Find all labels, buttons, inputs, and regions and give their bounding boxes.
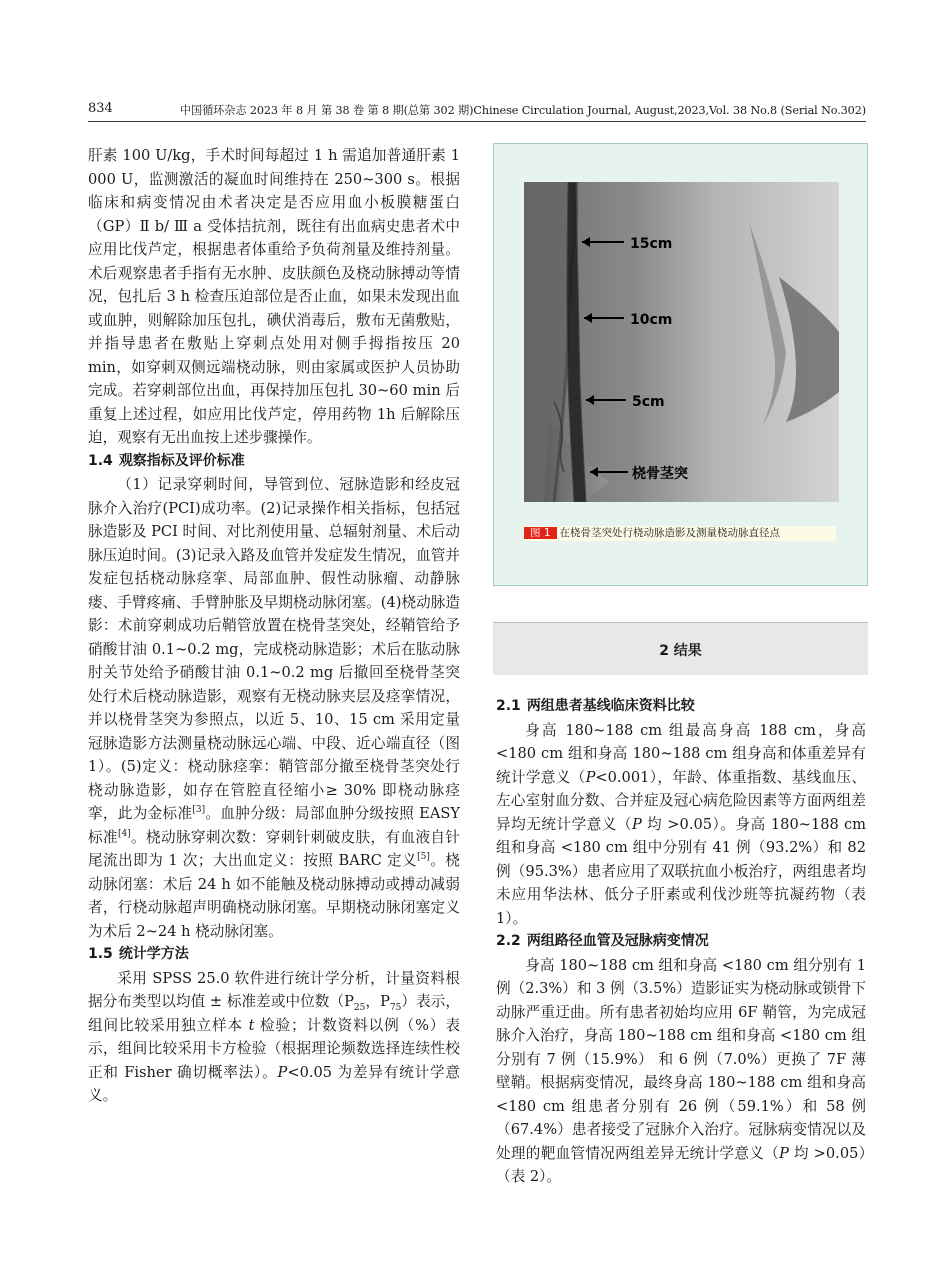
results-section-banner: [493, 622, 868, 675]
journal-running-head: 中国循环杂志 2023 年 8 月 第 38 卷 第 8 期(总第 302 期)Chinese Circulation Journal, August,2023,Vol. 38 No.8 (Serial No.302): [179, 104, 866, 117]
section-number: 2.2: [496, 933, 521, 949]
label-5cm: 5cm: [632, 394, 665, 410]
text-run: <0.05 为差异有统计学意义。: [88, 1063, 460, 1104]
citation: [3]: [192, 805, 206, 816]
section-number: 1.4: [88, 452, 113, 469]
body-paragraph: [88, 967, 460, 1108]
text-run: 。桡动脉穿刺次数：穿刺针刺破皮肤，有血液自针尾流出即为 1 次；大出血定义：按照 BARC 定义: [88, 828, 460, 869]
text-run: 检验；计数资料以例（%）表示，组间比较采用卡方检验（根据理论频数选择连续性校正和 Fisher 确切概率法）。: [88, 1016, 460, 1081]
section-title: 观察指标及评价标准: [118, 452, 245, 469]
section-heading: [88, 450, 460, 474]
text-run: <0.001），年龄、体重指数、基线血压、左心室射血分数、合并症及冠心病危险因素等方面两组差异均无统计学意义（: [496, 768, 866, 833]
section-number: 1.5: [88, 946, 113, 962]
text-run: 。血肿分级：局部血肿分级按照 EASY 标准: [88, 805, 460, 846]
angiography-image: [524, 182, 839, 502]
running-header: [88, 101, 866, 122]
figure-caption-text: 在桡骨茎突处行桡动脉造影及测量桡动脉直径点: [559, 527, 781, 539]
text-run: 身高 180~188 cm 组最高身高 188 cm，身高 <180 cm 组和身高 180~188 cm 组身高和体重差异有统计学意义（: [496, 721, 866, 786]
citation: [5]: [417, 852, 430, 863]
section-title: 统计学方法: [118, 946, 189, 962]
text-run: 均 >0.05）。身高 180~188 cm 组和身高 <180 cm 组中分别有 41 例（93.2%）和 82 例（95.3%）患者应用了双联抗血小板治疗，两组患者均未应用华法林、低分子肝素或利伐沙班等抗凝药物（表 1）。: [496, 815, 866, 927]
italic-symbol: P: [632, 815, 642, 833]
body-paragraph: [88, 473, 460, 943]
label-10cm: 10cm: [630, 312, 673, 328]
figure-caption: [524, 526, 836, 541]
text-run: ，P: [365, 993, 390, 1010]
text-run: （1）记录穿刺时间，导管到位、冠脉造影和经皮冠脉介入治疗(PCI)成功率。(2)记录操作相关指标，包括冠脉造影及 PCI 时间、对比剂使用量、总辐射剂量、术后动脉压迫时间。(3)记录入路及血管并发症发生情况，血管并发症包括桡动脉痉挛、局部血肿、假性动脉瘤、动静脉瘘、手臂疼痛、手臂肿胀及早期桡动脉闭塞。(4)桡动脉造影：术前穿刺成功后鞘管放置在桡骨茎突处，经鞘管给予硝酸甘油 0.1~0.2 mg，完成桡动脉造影；术后在肱动脉肘关节处给予硝酸甘油 0.1~0.2 mg 后撤回至桡骨茎突处行术后桡动脉造影，观察有无桡动脉夹层及痉挛情况，并以桡骨茎突为参照点，以近 5、10、15 cm 采用定量冠脉造影方法测量桡动脉远心端、中段、近心端直径（图 1）。(5)定义：桡动脉痉挛：鞘管部分撤至桡骨茎突处行桡动脉造影，如存在管腔直径缩小≥ 30% 即桡动脉痉挛，此为金标准: [88, 476, 460, 822]
label-15cm: 15cm: [630, 236, 673, 252]
results-title: 2 结果: [659, 643, 702, 659]
italic-symbol: P: [779, 1144, 789, 1162]
text-run: 均 >0.05）（表 2）。: [496, 1144, 866, 1185]
subscript: 75: [389, 1002, 402, 1013]
left-column: [88, 144, 460, 1108]
text-run: 身高 180~188 cm 组和身高 <180 cm 组分别有 1 例（2.3%）和 3 例（3.5%）造影证实为桡动脉或锁骨下动脉严重迂曲。所有患者初始均应用 6F 鞘管，为完成冠脉介入治疗，身高 180~188 cm 组和身高 <180 cm 组分别有 7 例（15.9%） 和 6 例（7.0%）更换了 7F 薄壁鞘。根据病变情况，最终身高 180~188 cm 组和身高 <180 cm 组患者分别有 26 例（59.1%）和 58 例（67.4%）患者接受了冠脉介入治疗。冠脉病变情况以及处理的靶血管情况两组差异无统计学意义（: [496, 956, 866, 1162]
label-radial-styloid: 桡骨茎突: [632, 466, 688, 482]
section-title: 两组路径血管及冠脉病变情况: [526, 933, 709, 949]
italic-symbol: P: [277, 1063, 288, 1081]
body-paragraph: 肝素 100 U/kg，手术时间每超过 1 h 需追加普通肝素 1 000 U，监测激活的凝血时间维持在 250~300 s。根据临床和病变情况由术者决定是否应用血小板膜糖蛋白（GP）Ⅱ b/ Ⅲ a 受体拮抗剂，既往有出血病史患者术中应用比伐芦定，根据患者体重给予负荷剂量及维持剂量。术后观察患者手指有无水肿、皮肤颜色及桡动脉搏动等情况，包扎后 3 h 检查压迫部位是否止血，如果未发现出血或血肿，则解除加压包扎，碘伏消毒后，敷布无菌敷贴，并指导患者在敷贴上穿刺点处用对侧手拇指按压 20 min，如穿刺双侧远端桡动脉，则由家属或医护人员协助完成。若穿刺部位出血，再保持加压包扎 30~60 min 后重复上述过程，如应用比伐芦定，停用药物 1h 后解除压迫，观察有无出血按上述步骤操作。: [88, 147, 460, 446]
figure-label: 图 1: [524, 527, 557, 539]
page-number: 834: [88, 101, 113, 116]
subscript: 25: [353, 1002, 366, 1013]
text-run: 。桡动脉闭塞：术后 24 h 如不能触及桡动脉搏动或搏动减弱者，行桡动脉超声明确桡动脉闭塞。早期桡动脉闭塞定义为术后 2~24 h 桡动脉闭塞。: [88, 852, 460, 940]
right-column: [496, 695, 866, 1189]
text-run: 采用 SPSS 25.0 软件进行统计学分析，计量资料根 据分布类型以均值 ± 标准差或中位数（P: [88, 969, 460, 1010]
section-heading: [496, 930, 866, 954]
section-number: 2.1: [496, 698, 521, 714]
figure-1-panel: [493, 143, 868, 586]
citation: [4]: [117, 828, 131, 839]
text-run: ）表示，组间比较采用独立样本: [88, 993, 460, 1034]
body-paragraph: [496, 719, 866, 931]
italic-symbol: P: [585, 768, 596, 786]
body-paragraph: [496, 954, 866, 1189]
section-heading: [88, 943, 460, 967]
italic-symbol: t: [248, 1016, 255, 1034]
section-heading: [496, 695, 866, 719]
section-title: 两组患者基线临床资料比较: [526, 698, 695, 714]
